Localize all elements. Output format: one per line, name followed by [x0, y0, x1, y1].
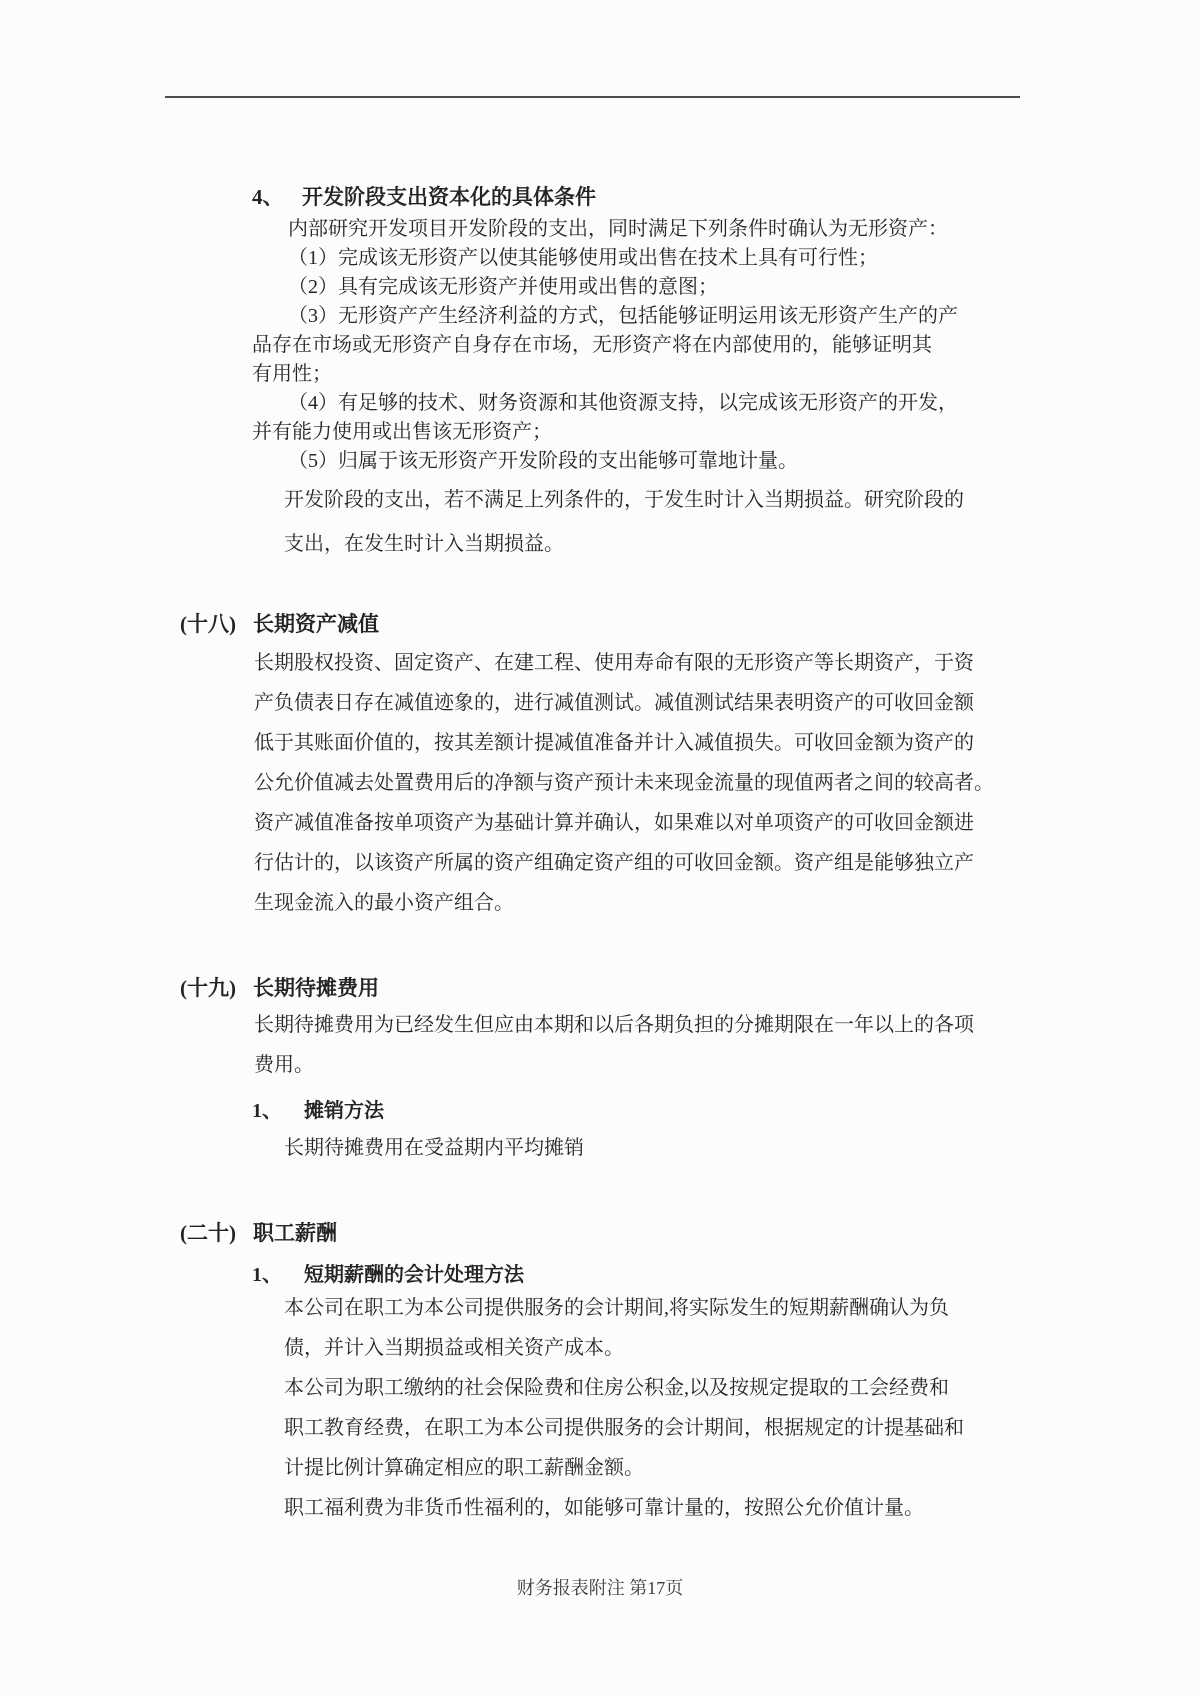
text-line: 债，并计入当期损益或相关资产成本。: [284, 1337, 624, 1359]
subsection-heading-short-term-compensation: [252, 1260, 524, 1290]
section-heading-employee-compensation: [180, 1218, 337, 1248]
text-line: 内部研究开发项目开发阶段的支出，同时满足下列条件时确认为无形资产：: [288, 218, 948, 240]
text-line: 职工福利费为非货币性福利的，如能够可靠计量的，按照公允价值计量。: [284, 1497, 924, 1519]
text-line: （3）无形资产产生经济利益的方式，包括能够证明运用该无形资产生产的产: [288, 305, 958, 327]
subsection-title: 短期薪酬的会计处理方法: [304, 1264, 524, 1286]
text-line: 长期待摊费用为已经发生但应由本期和以后各期负担的分摊期限在一年以上的各项: [254, 1014, 974, 1036]
text-line: 长期待摊费用在受益期内平均摊销: [284, 1137, 584, 1159]
text-line: 生现金流入的最小资产组合。: [254, 892, 514, 914]
dev-capitalization-body: [252, 215, 958, 476]
text-line: 本公司为职工缴纳的社会保险费和住房公积金,以及按规定提取的工会经费和: [284, 1377, 949, 1399]
amortization-method-body: [284, 1134, 584, 1163]
text-line: 支出，在发生时计入当期损益。: [284, 533, 564, 555]
text-line: 低于其账面价值的，按其差额计提减值准备并计入减值损失。可收回金额为资产的: [254, 732, 974, 754]
text-line: 职工教育经费，在职工为本公司提供服务的会计期间，根据规定的计提基础和: [284, 1417, 964, 1439]
text-line: 费用。: [254, 1054, 314, 1076]
text-line: 并有能力使用或出售该无形资产；: [252, 421, 552, 443]
text-line: 产负债表日存在减值迹象的，进行减值测试。减值测试结果表明资产的可收回金额: [254, 692, 974, 714]
impairment-body: [254, 643, 994, 923]
section-number: (十九): [180, 976, 236, 1000]
subsection-heading-amortization-method: [252, 1096, 384, 1126]
text-line: 公允价值减去处置费用后的净额与资产预计未来现金流量的现值两者之间的较高者。: [254, 772, 994, 794]
page-footer: 财务报表附注 第17页: [516, 1578, 684, 1598]
subsection-number: 1、: [252, 1264, 282, 1286]
subsection-title: 摊销方法: [304, 1100, 384, 1122]
text-line: 行估计的，以该资产所属的资产组确定资产组的可收回金额。资产组是能够独立产: [254, 852, 974, 874]
section-number: (十八): [180, 612, 236, 636]
section-heading-impairment: [180, 609, 379, 639]
short-term-compensation-body: [284, 1288, 964, 1528]
subsection-number: 4、: [252, 185, 284, 209]
text-line: （2）具有完成该无形资产并使用或出售的意图；: [288, 276, 718, 298]
text-line: 品存在市场或无形资产自身存在市场，无形资产将在内部使用的，能够证明其: [252, 334, 932, 356]
subsection-heading-dev-capitalization: [252, 182, 596, 212]
header-rule: [165, 96, 1020, 98]
section-title: 长期待摊费用: [253, 976, 379, 1000]
subsection-number: 1、: [252, 1100, 282, 1122]
section-title: 长期资产减值: [253, 612, 379, 636]
text-line: （4）有足够的技术、财务资源和其他资源支持，以完成该无形资产的开发，: [288, 392, 958, 414]
dev-capitalization-closing: [284, 478, 964, 566]
subsection-title: 开发阶段支出资本化的具体条件: [302, 185, 596, 209]
text-line: 资产减值准备按单项资产为基础计算并确认，如果难以对单项资产的可收回金额进: [254, 812, 974, 834]
text-line: 有用性；: [252, 363, 332, 385]
text-line: （1）完成该无形资产以使其能够使用或出售在技术上具有可行性；: [288, 247, 878, 269]
text-line: 计提比例计算确定相应的职工薪酬金额。: [284, 1457, 644, 1479]
text-line: 本公司在职工为本公司提供服务的会计期间,将实际发生的短期薪酬确认为负: [284, 1297, 949, 1319]
text-line: 开发阶段的支出，若不满足上列条件的，于发生时计入当期损益。研究阶段的: [284, 489, 964, 511]
text-line: （5）归属于该无形资产开发阶段的支出能够可靠地计量。: [288, 450, 798, 472]
section-heading-deferred-expenses: [180, 973, 379, 1003]
deferred-expenses-body: [254, 1005, 974, 1085]
section-number: (二十): [180, 1221, 236, 1245]
text-line: 长期股权投资、固定资产、在建工程、使用寿命有限的无形资产等长期资产，于资: [254, 652, 974, 674]
section-title: 职工薪酬: [253, 1221, 337, 1245]
